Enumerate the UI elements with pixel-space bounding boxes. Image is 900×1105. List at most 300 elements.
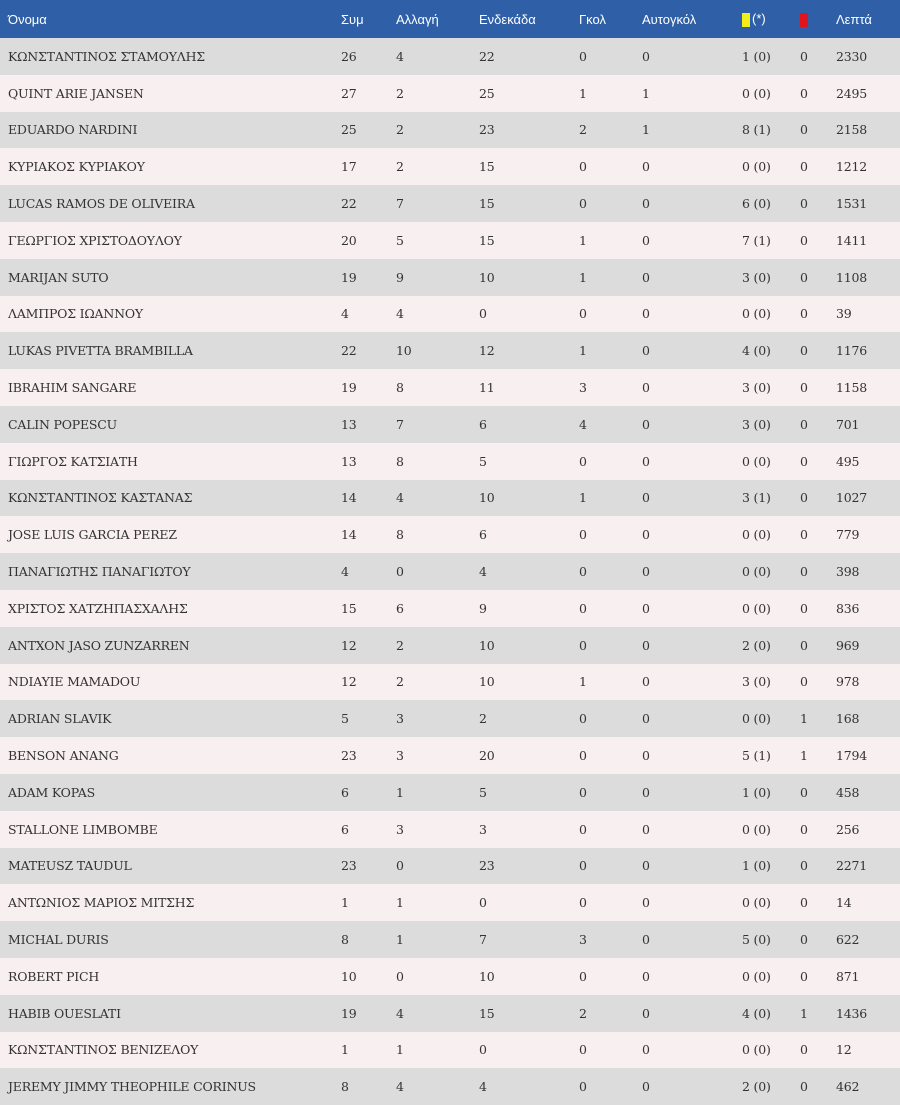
red-cards-cell: 0 xyxy=(800,416,808,432)
player-name: JOSE LUIS GARCIA PEREZ xyxy=(8,527,177,543)
own-goals-cell: 0 xyxy=(642,711,650,727)
yellow-cards-cell: 2 (0) xyxy=(742,1079,771,1095)
own-goals-cell: 0 xyxy=(642,858,650,874)
red-cards-cell: 0 xyxy=(800,821,808,837)
own-goals-cell: 0 xyxy=(642,380,650,396)
own-goals-cell: 0 xyxy=(642,306,650,322)
own-goals-cell: 0 xyxy=(642,968,650,984)
substitute-cell: 3 xyxy=(396,821,404,837)
minutes-cell: 1794 xyxy=(836,748,868,764)
player-name: BENSON ANANG xyxy=(8,748,119,764)
goals-cell: 3 xyxy=(579,932,587,948)
goals-cell: 0 xyxy=(579,1042,587,1058)
red-cards-cell: 1 xyxy=(800,748,808,764)
yellow-cards-cell: 0 (0) xyxy=(742,711,771,727)
own-goals-cell: 0 xyxy=(642,600,650,616)
goals-cell: 0 xyxy=(579,527,587,543)
substitute-cell: 8 xyxy=(396,527,404,543)
player-name: ΚΩΝΣΤΑΝΤΙΝΟΣ ΣΤΑΜΟΥΛΗΣ xyxy=(8,48,205,64)
table-row xyxy=(0,1032,900,1069)
yellow-cards-cell: 0 (0) xyxy=(742,159,771,175)
appearances-cell: 27 xyxy=(341,85,357,101)
starting-cell: 20 xyxy=(479,748,495,764)
goals-cell: 0 xyxy=(579,784,587,800)
starting-cell: 25 xyxy=(479,85,495,101)
goals-cell: 0 xyxy=(579,306,587,322)
yellow-cards-cell: 6 (0) xyxy=(742,196,771,212)
appearances-cell: 6 xyxy=(341,821,349,837)
minutes-cell: 2495 xyxy=(836,85,868,101)
minutes-cell: 2158 xyxy=(836,122,868,138)
starting-cell: 10 xyxy=(479,968,495,984)
substitute-cell: 2 xyxy=(396,159,404,175)
minutes-cell: 1027 xyxy=(836,490,868,506)
own-goals-cell: 0 xyxy=(642,674,650,690)
substitute-cell: 4 xyxy=(396,1079,404,1095)
yellow-cards-cell: 3 (0) xyxy=(742,674,771,690)
table-row xyxy=(0,75,900,112)
red-cards-cell: 0 xyxy=(800,380,808,396)
table-row xyxy=(0,148,900,185)
appearances-cell: 25 xyxy=(341,122,357,138)
appearances-cell: 23 xyxy=(341,858,357,874)
goals-cell: 1 xyxy=(579,232,587,248)
player-name: ΧΡΙΣΤΟΣ ΧΑΤΖΗΠΑΣΧΑΛΗΣ xyxy=(8,600,188,616)
starting-cell: 22 xyxy=(479,48,495,64)
red-cards-cell: 0 xyxy=(800,674,808,690)
table-row xyxy=(0,480,900,517)
starting-cell: 15 xyxy=(479,196,495,212)
minutes-cell: 871 xyxy=(836,968,860,984)
appearances-cell: 26 xyxy=(341,48,357,64)
player-name: JEREMY JIMMY THEOPHILE CORINUS xyxy=(8,1079,256,1095)
yellow-cards-cell: 4 (0) xyxy=(742,1005,771,1021)
appearances-cell: 19 xyxy=(341,1005,357,1021)
table-row xyxy=(0,406,900,443)
header-goals[interactable]: Γκολ xyxy=(579,11,606,27)
yellow-cards-cell: 0 (0) xyxy=(742,1042,771,1058)
minutes-cell: 1411 xyxy=(836,232,868,248)
yellow-cards-cell: 0 (0) xyxy=(742,527,771,543)
own-goals-cell: 0 xyxy=(642,784,650,800)
red-cards-cell: 0 xyxy=(800,932,808,948)
table-row xyxy=(0,112,900,149)
red-cards-cell: 0 xyxy=(800,48,808,64)
goals-cell: 1 xyxy=(579,343,587,359)
table-row xyxy=(0,884,900,921)
yellow-cards-cell: 3 (1) xyxy=(742,490,771,506)
table-row xyxy=(0,222,900,259)
player-name: STALLONE LIMBOMBE xyxy=(8,821,158,837)
red-cards-cell: 0 xyxy=(800,122,808,138)
minutes-cell: 39 xyxy=(836,306,852,322)
substitute-cell: 9 xyxy=(396,269,404,285)
substitute-cell: 4 xyxy=(396,490,404,506)
goals-cell: 0 xyxy=(579,600,587,616)
minutes-cell: 1158 xyxy=(836,380,868,396)
starting-cell: 6 xyxy=(479,527,487,543)
starting-cell: 15 xyxy=(479,159,495,175)
appearances-cell: 20 xyxy=(341,232,357,248)
red-cards-cell: 0 xyxy=(800,306,808,322)
header-appearances[interactable]: Συμ xyxy=(341,11,364,27)
starting-cell: 0 xyxy=(479,1042,487,1058)
red-cards-cell: 0 xyxy=(800,159,808,175)
yellow-cards-cell: 1 (0) xyxy=(742,784,771,800)
goals-cell: 0 xyxy=(579,453,587,469)
yellow-cards-cell: 0 (0) xyxy=(742,564,771,580)
table-row xyxy=(0,958,900,995)
yellow-cards-cell: 0 (0) xyxy=(742,895,771,911)
goals-cell: 0 xyxy=(579,159,587,175)
minutes-cell: 168 xyxy=(836,711,860,727)
yellow-cards-cell: 5 (0) xyxy=(742,932,771,948)
appearances-cell: 4 xyxy=(341,564,349,580)
appearances-cell: 23 xyxy=(341,748,357,764)
red-cards-cell: 0 xyxy=(800,232,808,248)
starting-cell: 11 xyxy=(479,380,495,396)
red-cards-cell: 0 xyxy=(800,564,808,580)
starting-cell: 5 xyxy=(479,784,487,800)
player-name: ΓΕΩΡΓΙΟΣ ΧΡΙΣΤΟΔΟΥΛΟΥ xyxy=(8,232,182,248)
substitute-cell: 1 xyxy=(396,895,404,911)
starting-cell: 5 xyxy=(479,453,487,469)
table-row xyxy=(0,627,900,664)
substitute-cell: 8 xyxy=(396,453,404,469)
table-row xyxy=(0,995,900,1032)
own-goals-cell: 0 xyxy=(642,1005,650,1021)
red-cards-cell: 0 xyxy=(800,490,808,506)
own-goals-cell: 0 xyxy=(642,416,650,432)
red-cards-cell: 1 xyxy=(800,1005,808,1021)
substitute-cell: 10 xyxy=(396,343,412,359)
starting-cell: 10 xyxy=(479,674,495,690)
appearances-cell: 12 xyxy=(341,637,357,653)
player-name: ROBERT PICH xyxy=(8,968,100,984)
starting-cell: 23 xyxy=(479,122,495,138)
starting-cell: 7 xyxy=(479,932,487,948)
player-name: MICHAL DURIS xyxy=(8,932,109,948)
starting-cell: 3 xyxy=(479,821,487,837)
table-row xyxy=(0,848,900,885)
header-own-goals[interactable]: Αυτογκόλ xyxy=(642,11,697,27)
substitute-cell: 1 xyxy=(396,932,404,948)
minutes-cell: 836 xyxy=(836,600,860,616)
minutes-cell: 1531 xyxy=(836,196,868,212)
player-name: ADRIAN SLAVIK xyxy=(8,711,112,727)
yellow-card-icon xyxy=(742,13,750,27)
appearances-cell: 10 xyxy=(341,968,357,984)
yellow-cards-cell: 0 (0) xyxy=(742,453,771,469)
starting-cell: 10 xyxy=(479,490,495,506)
substitute-cell: 1 xyxy=(396,1042,404,1058)
substitute-cell: 5 xyxy=(396,232,404,248)
appearances-cell: 8 xyxy=(341,932,349,948)
player-name: ΠΑΝΑΓΙΩΤΗΣ ΠΑΝΑΓΙΩΤΟΥ xyxy=(8,564,191,580)
yellow-cards-cell: 5 (1) xyxy=(742,748,771,764)
header-yellow-suffix: (*) xyxy=(752,11,766,27)
table-row xyxy=(0,737,900,774)
appearances-cell: 1 xyxy=(341,895,349,911)
player-name: ΚΩΝΣΤΑΝΤΙΝΟΣ ΒΕΝΙΖΕΛΟΥ xyxy=(8,1042,199,1058)
minutes-cell: 458 xyxy=(836,784,860,800)
appearances-cell: 13 xyxy=(341,416,357,432)
player-name: EDUARDO NARDINI xyxy=(8,122,138,138)
own-goals-cell: 0 xyxy=(642,453,650,469)
red-cards-cell: 0 xyxy=(800,895,808,911)
goals-cell: 0 xyxy=(579,196,587,212)
player-name: ΑΝΤΩΝΙΟΣ ΜΑΡΙΟΣ ΜΙΤΣΗΣ xyxy=(8,895,195,911)
red-cards-cell: 0 xyxy=(800,196,808,212)
yellow-cards-cell: 0 (0) xyxy=(742,306,771,322)
table-row xyxy=(0,443,900,480)
substitute-cell: 7 xyxy=(396,416,404,432)
red-cards-cell: 0 xyxy=(800,1079,808,1095)
minutes-cell: 256 xyxy=(836,821,860,837)
appearances-cell: 19 xyxy=(341,269,357,285)
player-name: MARIJAN SUTO xyxy=(8,269,109,285)
goals-cell: 1 xyxy=(579,85,587,101)
appearances-cell: 13 xyxy=(341,453,357,469)
red-cards-cell: 0 xyxy=(800,968,808,984)
player-name: CALIN POPESCU xyxy=(8,416,117,432)
red-cards-cell: 0 xyxy=(800,784,808,800)
player-name: MATEUSZ TAUDUL xyxy=(8,858,132,874)
header-minutes[interactable]: Λεπτά xyxy=(836,11,872,27)
substitute-cell: 3 xyxy=(396,711,404,727)
red-cards-cell: 0 xyxy=(800,600,808,616)
substitute-cell: 4 xyxy=(396,1005,404,1021)
minutes-cell: 1436 xyxy=(836,1005,868,1021)
starting-cell: 4 xyxy=(479,564,487,580)
goals-cell: 0 xyxy=(579,858,587,874)
goals-cell: 0 xyxy=(579,968,587,984)
yellow-cards-cell: 4 (0) xyxy=(742,343,771,359)
starting-cell: 12 xyxy=(479,343,495,359)
goals-cell: 0 xyxy=(579,711,587,727)
minutes-cell: 978 xyxy=(836,674,860,690)
appearances-cell: 12 xyxy=(341,674,357,690)
own-goals-cell: 0 xyxy=(642,196,650,212)
player-name: ΓΙΩΡΓΟΣ ΚΑΤΣΙΑΤΗ xyxy=(8,453,138,469)
goals-cell: 3 xyxy=(579,380,587,396)
substitute-cell: 0 xyxy=(396,858,404,874)
minutes-cell: 14 xyxy=(836,895,852,911)
red-cards-cell: 0 xyxy=(800,85,808,101)
minutes-cell: 398 xyxy=(836,564,860,580)
yellow-cards-cell: 3 (0) xyxy=(742,380,771,396)
minutes-cell: 495 xyxy=(836,453,860,469)
table-row xyxy=(0,516,900,553)
header-row xyxy=(0,0,900,38)
table-row xyxy=(0,185,900,222)
table-row xyxy=(0,369,900,406)
substitute-cell: 2 xyxy=(396,85,404,101)
starting-cell: 2 xyxy=(479,711,487,727)
goals-cell: 0 xyxy=(579,895,587,911)
starting-cell: 15 xyxy=(479,1005,495,1021)
header-substitute[interactable]: Αλλαγή xyxy=(396,11,439,27)
red-cards-cell: 0 xyxy=(800,269,808,285)
goals-cell: 0 xyxy=(579,637,587,653)
goals-cell: 1 xyxy=(579,674,587,690)
goals-cell: 0 xyxy=(579,748,587,764)
yellow-cards-cell: 0 (0) xyxy=(742,821,771,837)
player-name: ΛΑΜΠΡΟΣ ΙΩΑΝΝΟΥ xyxy=(8,306,143,322)
red-cards-cell: 0 xyxy=(800,527,808,543)
yellow-cards-cell: 8 (1) xyxy=(742,122,771,138)
header-red-cards[interactable] xyxy=(792,0,828,38)
red-cards-cell: 0 xyxy=(800,858,808,874)
header-name[interactable]: Όνομα xyxy=(8,11,47,27)
substitute-cell: 0 xyxy=(396,564,404,580)
goals-cell: 0 xyxy=(579,564,587,580)
appearances-cell: 1 xyxy=(341,1042,349,1058)
own-goals-cell: 0 xyxy=(642,1042,650,1058)
substitute-cell: 6 xyxy=(396,600,404,616)
starting-cell: 10 xyxy=(479,269,495,285)
minutes-cell: 779 xyxy=(836,527,860,543)
goals-cell: 1 xyxy=(579,269,587,285)
minutes-cell: 1176 xyxy=(836,343,868,359)
player-name: IBRAHIM SANGARE xyxy=(8,380,137,396)
goals-cell: 0 xyxy=(579,821,587,837)
red-cards-cell: 0 xyxy=(800,1042,808,1058)
own-goals-cell: 0 xyxy=(642,159,650,175)
table-row xyxy=(0,259,900,296)
own-goals-cell: 0 xyxy=(642,932,650,948)
minutes-cell: 12 xyxy=(836,1042,852,1058)
red-cards-cell: 0 xyxy=(800,637,808,653)
own-goals-cell: 1 xyxy=(642,85,650,101)
table-row xyxy=(0,296,900,333)
minutes-cell: 1108 xyxy=(836,269,868,285)
goals-cell: 0 xyxy=(579,1079,587,1095)
appearances-cell: 5 xyxy=(341,711,349,727)
minutes-cell: 2271 xyxy=(836,858,868,874)
starting-cell: 0 xyxy=(479,895,487,911)
table-row xyxy=(0,590,900,627)
player-name: LUKAS PIVETTA BRAMBILLA xyxy=(8,343,193,359)
table-row xyxy=(0,774,900,811)
red-cards-cell: 1 xyxy=(800,711,808,727)
own-goals-cell: 0 xyxy=(642,637,650,653)
player-name: QUINT ARIE JANSEN xyxy=(8,85,144,101)
header-yellow-cards[interactable] xyxy=(734,0,792,38)
player-name: HABIB OUESLATI xyxy=(8,1005,121,1021)
substitute-cell: 2 xyxy=(396,674,404,690)
goals-cell: 0 xyxy=(579,48,587,64)
yellow-cards-cell: 7 (1) xyxy=(742,232,771,248)
appearances-cell: 8 xyxy=(341,1079,349,1095)
goals-cell: 2 xyxy=(579,1005,587,1021)
own-goals-cell: 0 xyxy=(642,343,650,359)
table-row xyxy=(0,921,900,958)
minutes-cell: 622 xyxy=(836,932,860,948)
appearances-cell: 14 xyxy=(341,527,357,543)
player-name: LUCAS RAMOS DE OLIVEIRA xyxy=(8,196,195,212)
appearances-cell: 22 xyxy=(341,196,357,212)
own-goals-cell: 0 xyxy=(642,748,650,764)
own-goals-cell: 1 xyxy=(642,122,650,138)
table-row xyxy=(0,811,900,848)
red-cards-cell: 0 xyxy=(800,453,808,469)
player-name: ΚΩΝΣΤΑΝΤΙΝΟΣ ΚΑΣΤΑΝΑΣ xyxy=(8,490,193,506)
starting-cell: 0 xyxy=(479,306,487,322)
table-body xyxy=(0,38,900,1105)
table-header xyxy=(0,0,900,38)
yellow-cards-cell: 3 (0) xyxy=(742,269,771,285)
substitute-cell: 4 xyxy=(396,306,404,322)
appearances-cell: 4 xyxy=(341,306,349,322)
own-goals-cell: 0 xyxy=(642,269,650,285)
yellow-cards-cell: 0 (0) xyxy=(742,968,771,984)
own-goals-cell: 0 xyxy=(642,527,650,543)
appearances-cell: 15 xyxy=(341,600,357,616)
table-row xyxy=(0,700,900,737)
own-goals-cell: 0 xyxy=(642,821,650,837)
starting-cell: 23 xyxy=(479,858,495,874)
appearances-cell: 19 xyxy=(341,380,357,396)
own-goals-cell: 0 xyxy=(642,490,650,506)
starting-cell: 6 xyxy=(479,416,487,432)
red-card-icon xyxy=(800,13,808,27)
yellow-cards-cell: 1 (0) xyxy=(742,858,771,874)
starting-cell: 4 xyxy=(479,1079,487,1095)
player-name: NDIAYIE MAMADOU xyxy=(8,674,141,690)
appearances-cell: 6 xyxy=(341,784,349,800)
own-goals-cell: 0 xyxy=(642,564,650,580)
substitute-cell: 7 xyxy=(396,196,404,212)
minutes-cell: 969 xyxy=(836,637,860,653)
minutes-cell: 1212 xyxy=(836,159,868,175)
minutes-cell: 2330 xyxy=(836,48,868,64)
table-row xyxy=(0,553,900,590)
substitute-cell: 8 xyxy=(396,380,404,396)
substitute-cell: 2 xyxy=(396,122,404,138)
substitute-cell: 4 xyxy=(396,48,404,64)
player-name: ΚΥΡΙΑΚΟΣ ΚΥΡΙΑΚΟΥ xyxy=(8,159,145,175)
minutes-cell: 462 xyxy=(836,1079,860,1095)
appearances-cell: 17 xyxy=(341,159,357,175)
goals-cell: 2 xyxy=(579,122,587,138)
starting-cell: 15 xyxy=(479,232,495,248)
own-goals-cell: 0 xyxy=(642,1079,650,1095)
table-row xyxy=(0,332,900,369)
own-goals-cell: 0 xyxy=(642,232,650,248)
header-starting[interactable]: Ενδεκάδα xyxy=(479,11,536,27)
substitute-cell: 3 xyxy=(396,748,404,764)
own-goals-cell: 0 xyxy=(642,895,650,911)
appearances-cell: 22 xyxy=(341,343,357,359)
yellow-cards-cell: 2 (0) xyxy=(742,637,771,653)
minutes-cell: 701 xyxy=(836,416,860,432)
substitute-cell: 0 xyxy=(396,968,404,984)
player-name: ANTXON JASO ZUNZARREN xyxy=(8,637,190,653)
starting-cell: 9 xyxy=(479,600,487,616)
substitute-cell: 2 xyxy=(396,637,404,653)
appearances-cell: 14 xyxy=(341,490,357,506)
table-row xyxy=(0,1068,900,1105)
yellow-cards-cell: 0 (0) xyxy=(742,85,771,101)
goals-cell: 4 xyxy=(579,416,587,432)
table-row xyxy=(0,38,900,75)
table-row xyxy=(0,664,900,701)
own-goals-cell: 0 xyxy=(642,48,650,64)
red-cards-cell: 0 xyxy=(800,343,808,359)
yellow-cards-cell: 3 (0) xyxy=(742,416,771,432)
substitute-cell: 1 xyxy=(396,784,404,800)
